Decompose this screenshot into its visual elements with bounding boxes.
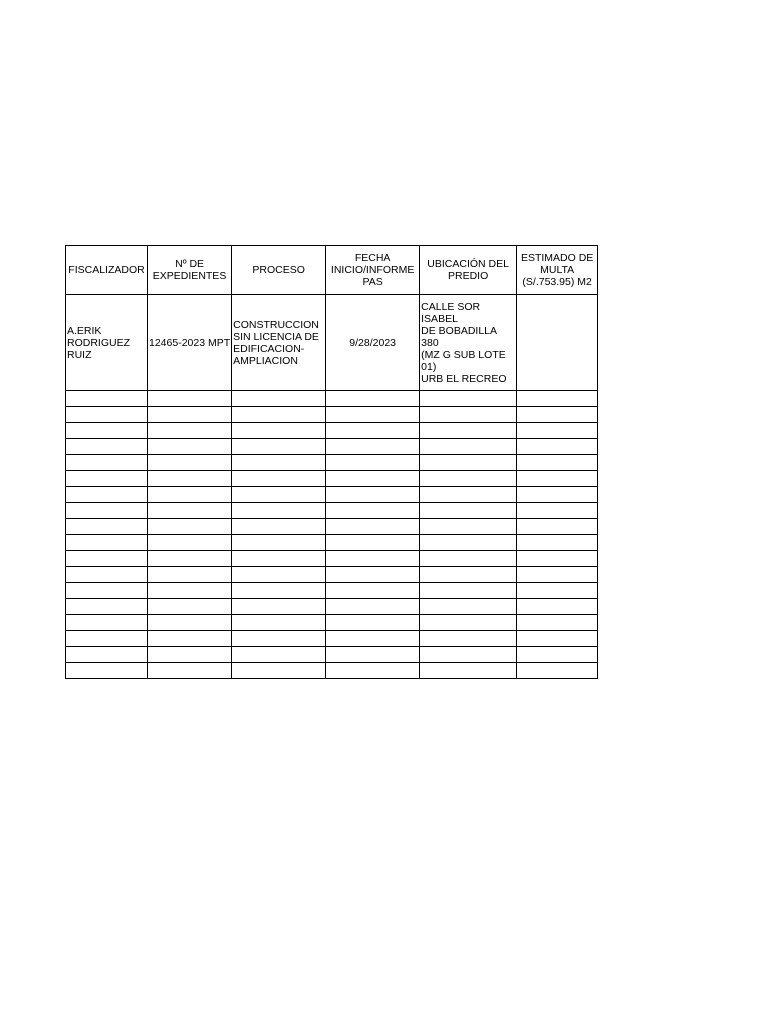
empty-cell	[326, 391, 420, 407]
empty-cell	[148, 599, 232, 615]
empty-cell	[420, 535, 517, 551]
empty-cell	[517, 439, 598, 455]
empty-cell	[517, 407, 598, 423]
expedientes-table	[65, 245, 598, 679]
empty-cell	[517, 567, 598, 583]
cell-multa	[517, 295, 598, 391]
empty-cell	[232, 631, 326, 647]
empty-table-row	[66, 551, 598, 567]
empty-cell	[232, 647, 326, 663]
empty-table-row	[66, 423, 598, 439]
empty-cell	[148, 567, 232, 583]
empty-cell	[66, 423, 148, 439]
empty-cell	[420, 391, 517, 407]
empty-cell	[148, 391, 232, 407]
empty-cell	[148, 471, 232, 487]
empty-table-row	[66, 615, 598, 631]
empty-cell	[420, 487, 517, 503]
cell-proceso: CONSTRUCCION SIN LICENCIA DE EDIFICACION- AMPLIACION	[232, 295, 326, 391]
empty-cell	[326, 535, 420, 551]
empty-cell	[232, 391, 326, 407]
empty-cell	[232, 423, 326, 439]
empty-table-row	[66, 407, 598, 423]
empty-cell	[232, 455, 326, 471]
empty-cell	[148, 455, 232, 471]
empty-cell	[326, 583, 420, 599]
empty-cell	[517, 391, 598, 407]
empty-cell	[148, 423, 232, 439]
empty-cell	[517, 663, 598, 679]
empty-cell	[66, 487, 148, 503]
empty-cell	[232, 487, 326, 503]
empty-table-row	[66, 519, 598, 535]
empty-cell	[517, 519, 598, 535]
empty-cell	[517, 647, 598, 663]
empty-cell	[232, 407, 326, 423]
empty-cell	[66, 407, 148, 423]
empty-cell	[232, 599, 326, 615]
empty-cell	[420, 407, 517, 423]
empty-cell	[232, 439, 326, 455]
header-fiscalizador: FISCALIZADOR	[66, 246, 148, 295]
empty-cell	[517, 551, 598, 567]
empty-cell	[420, 583, 517, 599]
empty-cell	[517, 471, 598, 487]
empty-cell	[517, 503, 598, 519]
empty-cell	[326, 551, 420, 567]
empty-cell	[326, 487, 420, 503]
empty-table-row	[66, 631, 598, 647]
empty-table-row	[66, 583, 598, 599]
empty-cell	[326, 423, 420, 439]
empty-table-row	[66, 503, 598, 519]
empty-cell	[420, 647, 517, 663]
empty-cell	[420, 551, 517, 567]
empty-table-row	[66, 391, 598, 407]
empty-cell	[232, 583, 326, 599]
empty-table-row	[66, 535, 598, 551]
empty-cell	[420, 663, 517, 679]
empty-table-row	[66, 455, 598, 471]
empty-table-row	[66, 663, 598, 679]
empty-cell	[66, 615, 148, 631]
empty-cell	[326, 407, 420, 423]
header-ubicacion: UBICACIÓN DEL PREDIO	[420, 246, 517, 295]
empty-cell	[232, 615, 326, 631]
empty-cell	[148, 535, 232, 551]
empty-cell	[420, 423, 517, 439]
empty-cell	[517, 423, 598, 439]
cell-expediente: 12465-2023 MPT	[148, 295, 232, 391]
empty-cell	[66, 535, 148, 551]
empty-cell	[148, 519, 232, 535]
header-numero-expedientes: Nº DE EXPEDIENTES	[148, 246, 232, 295]
header-fecha-inicio: FECHA INICIO/INFORME PAS	[326, 246, 420, 295]
empty-cell	[517, 455, 598, 471]
empty-cell	[148, 663, 232, 679]
empty-cell	[148, 647, 232, 663]
empty-cell	[66, 391, 148, 407]
empty-cell	[420, 455, 517, 471]
empty-table-row	[66, 567, 598, 583]
empty-cell	[517, 631, 598, 647]
header-estimado-multa: ESTIMADO DE MULTA (S/.753.95) M2	[517, 246, 598, 295]
empty-cell	[420, 615, 517, 631]
empty-cell	[326, 455, 420, 471]
empty-cell	[148, 439, 232, 455]
empty-cell	[148, 631, 232, 647]
empty-cell	[232, 519, 326, 535]
empty-table-row	[66, 471, 598, 487]
cell-ubicacion: CALLE SOR ISABEL DE BOBADILLA 380 (MZ G SUB LOTE 01) URB EL RECREO	[420, 295, 517, 391]
empty-cell	[326, 439, 420, 455]
empty-cell	[420, 503, 517, 519]
empty-cell	[148, 503, 232, 519]
empty-cell	[517, 583, 598, 599]
empty-cell	[232, 567, 326, 583]
empty-table-row	[66, 439, 598, 455]
empty-cell	[232, 471, 326, 487]
empty-cell	[66, 647, 148, 663]
empty-table-row	[66, 599, 598, 615]
empty-cell	[66, 551, 148, 567]
empty-cell	[420, 471, 517, 487]
cell-fecha: 9/28/2023	[326, 295, 420, 391]
empty-cell	[66, 455, 148, 471]
empty-cell	[326, 615, 420, 631]
empty-cell	[148, 583, 232, 599]
empty-cell	[420, 519, 517, 535]
empty-cell	[148, 615, 232, 631]
empty-cell	[420, 599, 517, 615]
empty-cell	[232, 503, 326, 519]
empty-cell	[420, 631, 517, 647]
empty-cell	[66, 583, 148, 599]
empty-table-row	[66, 647, 598, 663]
empty-cell	[66, 471, 148, 487]
empty-cell	[66, 631, 148, 647]
empty-cell	[148, 551, 232, 567]
empty-cell	[66, 599, 148, 615]
empty-cell	[517, 615, 598, 631]
empty-cell	[326, 663, 420, 679]
empty-cell	[66, 439, 148, 455]
cell-fiscalizador: A.ERIK RODRIGUEZ RUIZ	[66, 295, 148, 391]
table-row	[66, 295, 598, 391]
empty-cell	[232, 551, 326, 567]
empty-cell	[326, 599, 420, 615]
header-proceso: PROCESO	[232, 246, 326, 295]
empty-cell	[66, 567, 148, 583]
empty-cell	[420, 439, 517, 455]
empty-cell	[66, 503, 148, 519]
empty-cell	[326, 503, 420, 519]
empty-table-row	[66, 487, 598, 503]
header-row	[66, 246, 598, 295]
empty-cell	[66, 519, 148, 535]
empty-cell	[232, 663, 326, 679]
empty-cell	[517, 599, 598, 615]
empty-cell	[326, 471, 420, 487]
empty-cell	[326, 631, 420, 647]
empty-cell	[148, 407, 232, 423]
empty-cell	[326, 647, 420, 663]
empty-cell	[326, 519, 420, 535]
empty-cell	[326, 567, 420, 583]
empty-cell	[232, 535, 326, 551]
empty-cell	[517, 535, 598, 551]
empty-cell	[420, 567, 517, 583]
empty-cell	[66, 663, 148, 679]
empty-cell	[148, 487, 232, 503]
empty-cell	[517, 487, 598, 503]
